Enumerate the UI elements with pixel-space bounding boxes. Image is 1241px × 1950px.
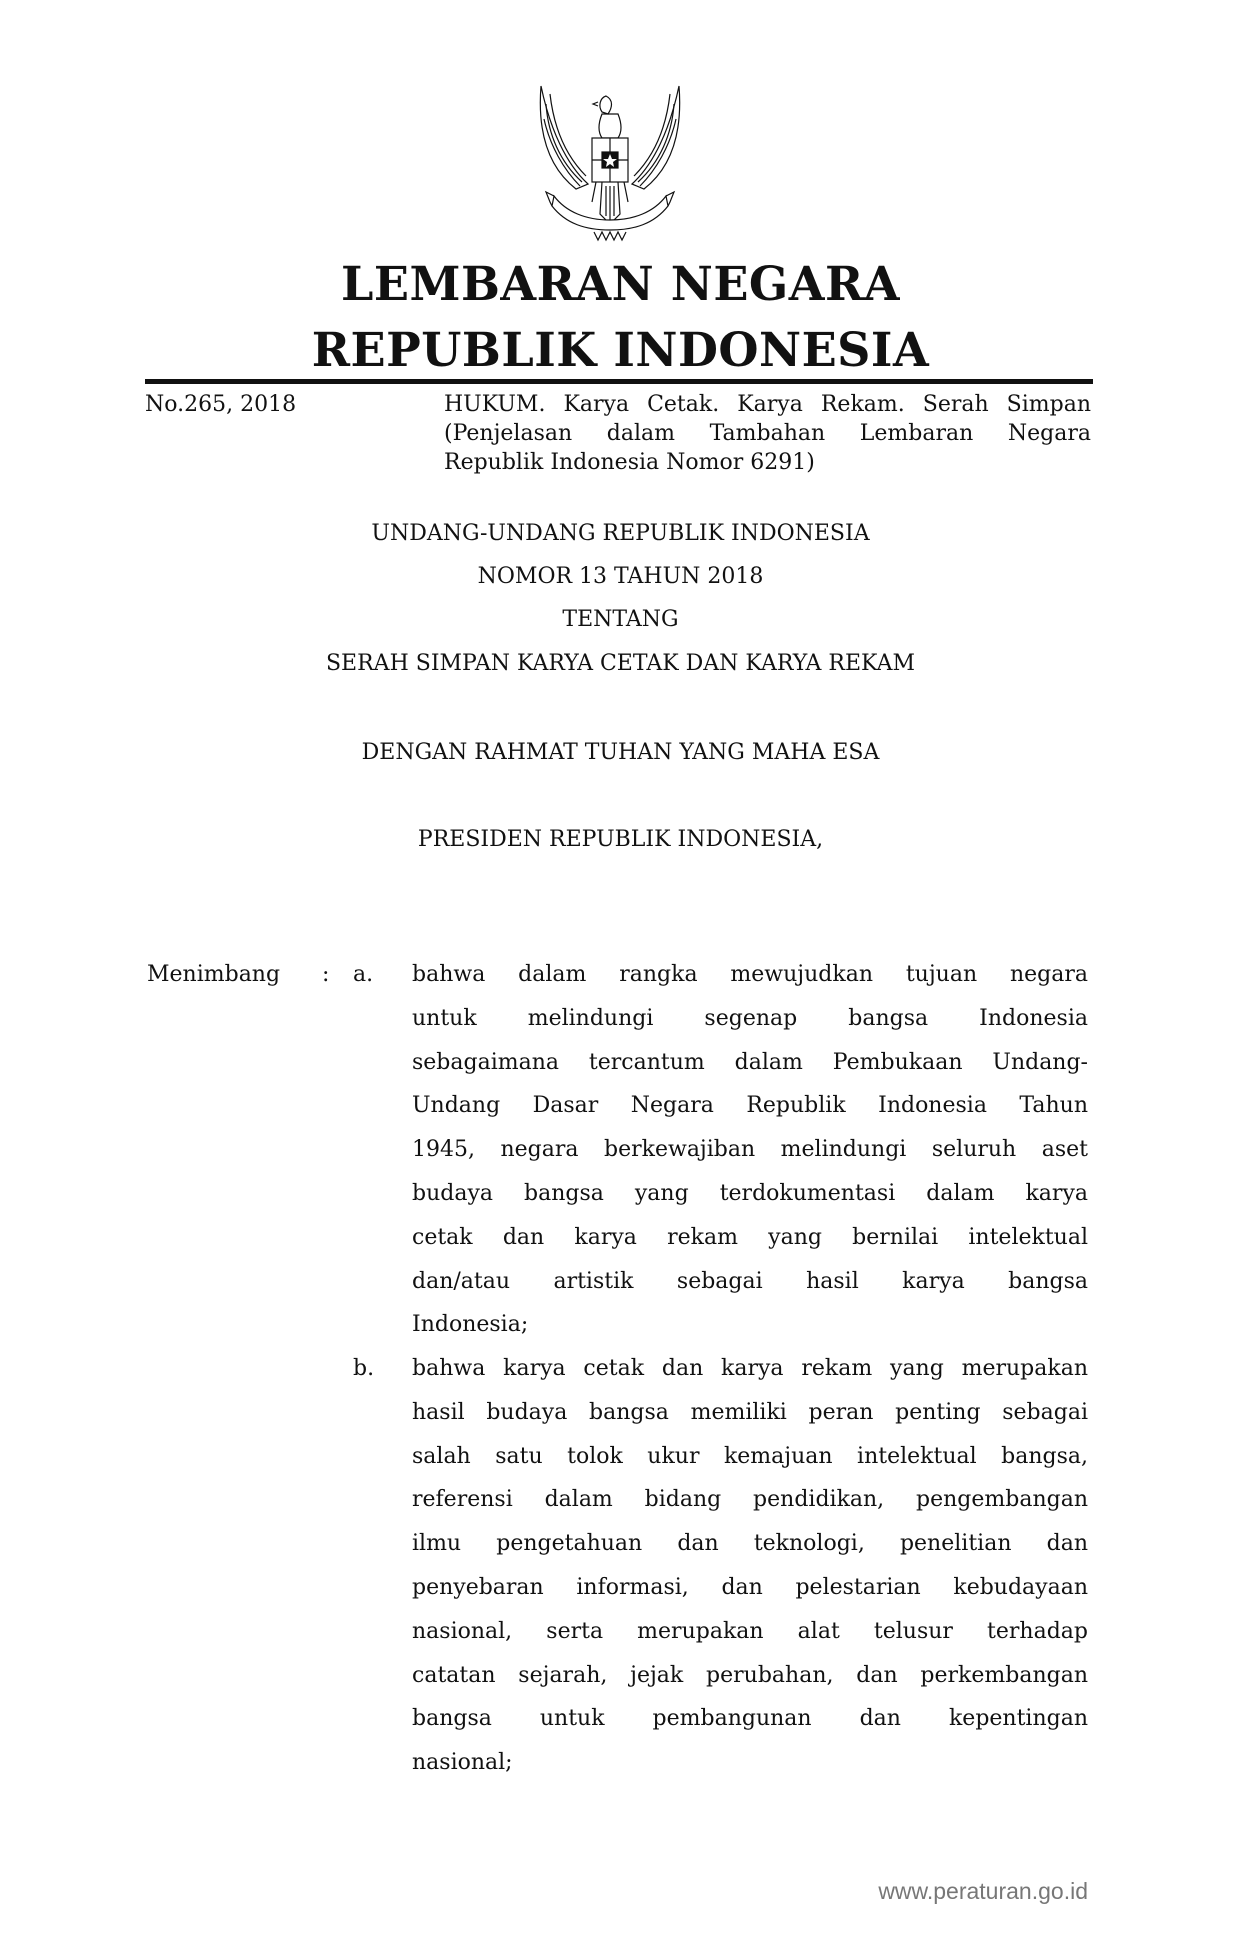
gazette-subject	[444, 390, 1091, 477]
item-line: bangsa untuk pembangunan dan kepentingan	[412, 1706, 1088, 1732]
item-line: Undang Dasar Negara Republik Indonesia Tahun	[412, 1093, 1088, 1119]
item-line: cetak dan karya rekam yang bernilai intelektual	[412, 1224, 1088, 1250]
law-subject: SERAH SIMPAN KARYA CETAK DAN KARYA REKAM	[325, 651, 916, 676]
law-number: NOMOR 13 TAHUN 2018	[477, 564, 764, 589]
item-line: 1945, negara berkewajiban melindungi seluruh aset	[412, 1137, 1088, 1163]
item-line: salah satu tolok ukur kemajuan intelektual bangsa,	[412, 1443, 1088, 1469]
law-issuer: PRESIDEN REPUBLIK INDONESIA,	[417, 827, 824, 852]
consideration-item-b	[412, 1347, 1088, 1785]
subject-line: Republik Indonesia Nomor 6291)	[444, 450, 815, 475]
item-line: bahwa karya cetak dan karya rekam yang merupakan	[412, 1356, 1088, 1381]
item-line: nasional;	[412, 1750, 513, 1776]
subject-line: (Penjelasan dalam Tambahan Lembaran Negara	[444, 421, 1091, 446]
item-line: dan/atau artistik sebagai hasil karya bangsa	[412, 1268, 1088, 1294]
item-line: nasional, serta merupakan alat telusur terhadap	[412, 1618, 1088, 1644]
item-line: Indonesia;	[412, 1312, 529, 1338]
gazette-number: No.265, 2018	[145, 392, 297, 417]
item-line: hasil budaya bangsa memiliki peran penting sebagai	[412, 1399, 1088, 1425]
gazette-title-line1: LEMBARAN NEGARA	[341, 257, 900, 312]
item-letter-b: b.	[353, 1356, 375, 1381]
item-line: untuk melindungi segenap bangsa Indonesia	[412, 1005, 1088, 1031]
law-about-label: TENTANG	[562, 607, 679, 632]
item-letter-a: a.	[353, 962, 374, 987]
item-line: bahwa dalam rangka mewujudkan tujuan negara	[412, 962, 1088, 987]
considerations-colon: :	[322, 962, 330, 987]
gazette-title-line2: REPUBLIK INDONESIA	[311, 323, 930, 378]
item-line: ilmu pengetahuan dan teknologi, penelitian dan	[412, 1531, 1088, 1557]
consideration-item-a	[412, 953, 1088, 1347]
header-divider	[145, 379, 1093, 384]
footer-website-link[interactable]: www.peraturan.go.id	[878, 1878, 1088, 1904]
garuda-emblem-icon	[536, 84, 684, 242]
law-invocation: DENGAN RAHMAT TUHAN YANG MAHA ESA	[361, 740, 880, 765]
law-type: UNDANG-UNDANG REPUBLIK INDONESIA	[371, 521, 870, 546]
item-line: sebagaimana tercantum dalam Pembukaan Undang-	[412, 1049, 1088, 1075]
item-line: penyebaran informasi, dan pelestarian kebudayaan	[412, 1574, 1088, 1600]
considerations-label: Menimbang	[147, 962, 281, 987]
subject-line: HUKUM. Karya Cetak. Karya Rekam. Serah Simpan	[444, 392, 1091, 417]
item-line: referensi dalam bidang pendidikan, pengembangan	[412, 1487, 1088, 1513]
item-line: catatan sejarah, jejak perubahan, dan perkembangan	[412, 1662, 1088, 1688]
item-line: budaya bangsa yang terdokumentasi dalam karya	[412, 1180, 1088, 1206]
